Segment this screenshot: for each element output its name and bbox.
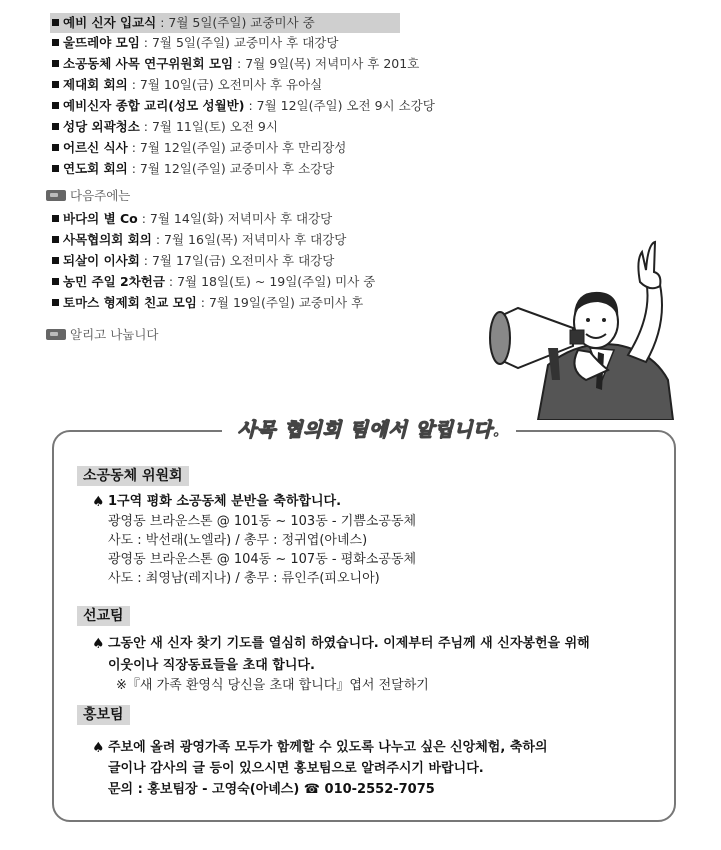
bullet-square-icon (52, 81, 59, 88)
notice-headline: 그동안 새 신자 찾기 기도를 열심히 하였습니다. 이제부터 주님께 새 신자봉헌을 위해 (108, 636, 590, 651)
bullet-square-icon (52, 257, 59, 264)
bullet-square-icon (52, 165, 59, 172)
spade-bullet-icon: ♠ (92, 740, 105, 756)
bullet-square-icon (52, 215, 59, 222)
schedule-item: 울뜨레야 모임 : 7월 5일(주일) 교중미사 후 대강당 (52, 33, 338, 53)
next-week-item: 바다의 별 Co : 7월 14일(화) 저녁미사 후 대강당 (52, 209, 332, 229)
schedule-item: 예비 신자 입교식 : 7월 5일(주일) 교중미사 중 (52, 13, 315, 33)
notice-line: 광영동 브라운스톤 @ 104동 ~ 107동 - 평화소공동체 (108, 552, 417, 567)
schedule-item: 성당 외곽청소 : 7월 11일(토) 오전 9시 (52, 117, 278, 137)
bullet-square-icon (52, 39, 59, 46)
bullet-square-icon (52, 278, 59, 285)
notice-note: ※『새 가족 환영식 당신을 초대 합니다』엽서 전달하기 (116, 678, 429, 693)
bullet-square-icon (52, 19, 59, 26)
next-week-item: 되살이 이사회 : 7월 17일(금) 오전미사 후 대강당 (52, 251, 334, 271)
share-heading: 알리고 나눕니다 (46, 325, 159, 343)
bullet-square-icon (52, 236, 59, 243)
notice-line: 사도 : 박선래(노엘라) / 총무 : 정귀엽(아녜스) (108, 533, 368, 548)
megaphone-man-illustration (478, 230, 678, 420)
notice-headline: 글이나 감사의 글 등이 있으시면 홍보팀으로 알려주시기 바랍니다. (108, 761, 484, 776)
schedule-item: 제대회 회의 : 7월 10일(금) 오전미사 후 유아실 (52, 75, 322, 95)
notice-headline: 1구역 평화 소공동체 분반을 축하합니다. (108, 494, 342, 509)
notice-headline: 주보에 올려 광영가족 모두가 함께할 수 있도록 나누고 싶은 신앙체험, 축하의 (108, 740, 548, 755)
section-marker-icon (46, 329, 66, 340)
next-week-heading: 다음주에는 (46, 186, 130, 204)
schedule-item: 연도회 회의 : 7월 12일(주일) 교중미사 후 소강당 (52, 159, 334, 179)
spade-bullet-icon: ♠ (92, 636, 105, 652)
notice-tag: 홍보팀 (77, 705, 130, 725)
notice-contact: 문의 : 홍보팀장 - 고영숙(아녜스) ☎ 010-2552-7075 (108, 782, 435, 797)
bullet-square-icon (52, 123, 59, 130)
next-week-item: 사목협의회 회의 : 7월 16일(목) 저녁미사 후 대강당 (52, 230, 346, 250)
bullet-square-icon (52, 144, 59, 151)
next-week-item: 토마스 형제회 친교 모임 : 7월 19일(주일) 교중미사 후 (52, 293, 363, 313)
spade-bullet-icon: ♠ (92, 494, 105, 510)
notice-line: 광영동 브라운스톤 @ 101동 ~ 103동 - 기쁨소공동체 (108, 514, 417, 529)
schedule-item: 소공동체 사목 연구위원회 모임 : 7월 9일(목) 저녁미사 후 201호 (52, 54, 419, 74)
notice-tag: 소공동체 위원회 (77, 466, 189, 486)
section-marker-icon (46, 190, 66, 201)
bullet-square-icon (52, 102, 59, 109)
notice-tag: 선교팀 (77, 606, 130, 626)
notice-headline: 이웃이나 직장동료들을 초대 합니다. (108, 658, 315, 673)
bullet-square-icon (52, 299, 59, 306)
schedule-item: 어르신 식사 : 7월 12일(주일) 교중미사 후 만리장성 (52, 138, 346, 158)
notice-banner: 사목 협의회 팀에서 알립니다. (222, 412, 516, 448)
schedule-item: 예비신자 종합 교리(성모 성월반) : 7월 12일(주일) 오전 9시 소강당 (52, 96, 435, 116)
next-week-item: 농민 주일 2차헌금 : 7월 18일(토) ~ 19일(주일) 미사 중 (52, 272, 375, 292)
bullet-square-icon (52, 60, 59, 67)
notice-line: 사도 : 최영남(레지나) / 총무 : 류인주(피오니아) (108, 571, 380, 586)
